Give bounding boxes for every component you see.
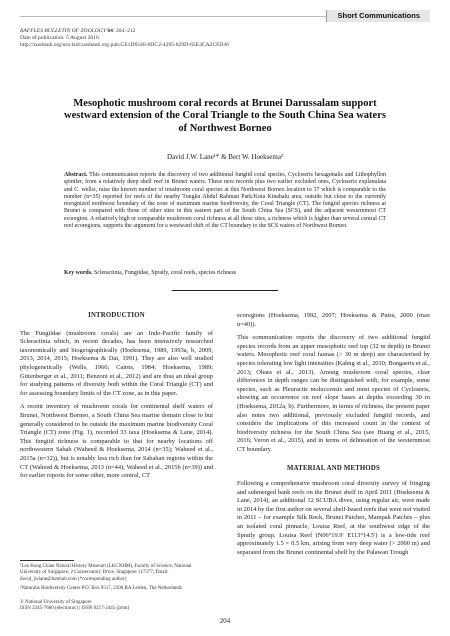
footnote-2: ²Naturalis Biodiversity Center P.O. Box 9517, 2300 RA Leiden, The Netherlands bbox=[20, 586, 182, 592]
abstract-label: Abstract. bbox=[64, 172, 88, 178]
abstract bbox=[64, 172, 386, 230]
methods-heading: MATERIAL AND METHODS bbox=[287, 464, 380, 472]
publication-date: Date of publication: 5 August 2016 bbox=[20, 35, 99, 42]
right-column bbox=[237, 312, 430, 562]
page-number: 204 bbox=[219, 618, 231, 625]
footnote-rule bbox=[20, 560, 74, 561]
left-column bbox=[20, 312, 213, 486]
footnotes bbox=[20, 564, 213, 596]
journal-meta bbox=[20, 28, 229, 50]
copyright-text: © National University of Singapore bbox=[20, 600, 92, 605]
keywords bbox=[64, 270, 386, 277]
introduction-heading: INTRODUCTION bbox=[88, 312, 145, 319]
footnote-1: ¹Lee Kong Chian Natural History Museum (LKCNHM), Faculty of Science, National University of Singapore, 2 Conservatory Drive, Singapore 117377; Email: david_jwlane@hotmail.com (*corresponding author) bbox=[20, 564, 192, 582]
right-paragraph-1: ecoregions (Hoeksema, 1992, 2007; Hoeksema & Putra, 2000 (max n=40)). bbox=[237, 312, 430, 328]
methods-paragraph-1: Following a comprehensive mushroom coral diversity survey of fringing and submerged bank reefs on the Brunei shelf in April 2011 (Hoeksema & Lane, 2014), an additional 12 SCUBA dives, using regular air, were made in 2014 by the first author on several shelf-based reefs that were not visited in 2011 – for example Silk Rock, Brunei Patches, Mampak Patches – plus an isolated coral pinnacle, Louisa Reef, at the southwest edge of the Spratly group. Louisa Reef (N06°19.9' E113°14.5') is a low-tide reef approximately 1.5 × 0.5 km, arising from very deep water (> 2000 m) and separated from the Brunei continental shelf by the Palawan Trough bbox=[237, 480, 430, 556]
right-paragraph-2: This communication reports the discovery of two additional fungiid species records from an upper mesophotic reef top (32 m depth) in Brunei waters. Mesophotic reef coral faunas (> 30 m deep) are characterised by species tolerating low light intensities (Kahng et al., 2010; Bongaerts et al., 2013; Ohara et al., 2013). Among mushroom coral species, clear differences in depth ranges can be distinguished with, for example, some species, such as Pleuractis moluccensis and most species of Cycloseris, showing an occurrence on reef slope bases at depths exceeding 30 m (Hoeksema, 2012a, b). Furthermore, in terms of richness, the present paper also notes two additional, previously excluded fungiid records, and considers the implications of this increased count in the context of biodiversity richness for the South China Sea (see Huang et al., 2015, 2016; Veron et al., 2015), and in terms of delineation of the westernmost CT boundary. bbox=[237, 334, 430, 453]
article-authors: David J.W. Lane¹* & Bert W. Hoeksema² bbox=[166, 153, 284, 161]
keywords-text: Scleractinia, Fungiidae, Spratly, coral reefs, species richness bbox=[92, 270, 237, 276]
journal-pages: : 204–212 bbox=[112, 28, 136, 34]
zoobank-link[interactable]: http://zoobank.org/urn:lsid:zoobank.org:pub:CE1D6540-0DC2-4295-829D-65E3CA2CFD36 bbox=[20, 42, 229, 49]
copyright-block bbox=[20, 600, 213, 613]
keywords-label: Key words. bbox=[64, 270, 93, 276]
intro-paragraph-1: The Fungiidae (mushroom corals) are an Indo-Pacific family of Scleractinia which, in recent decades, has been intensively researched taxonomically and biogeographically (Hoeksema, 1989, 1993a, b, 2009, 2013, 2014, 2015; Hoeksema & Dai, 1991). They are also well studied phylogenetically (Wells, 1966; Cairns, 1984; Hoeksema, 1989; Gittenberger et al., 2011; Benzoni et al., 2012) and are thus an ideal group for studying patterns of diversity both within the Coral Triangle (CT) and for assessing boundary limits of the CT zone, as in this paper. bbox=[20, 329, 213, 397]
abstract-text: This communication reports the discovery of two additional fungiid coral species, Cycloseris hexagonalis and Lithophyllon spinifer, from a relatively deep shelf reef in Brunei waters. These new records plus two earlier excluded ones, Cycloseris explanulata and C. wellsi, raise the known number of mushroom coral species at this Northwest Borneo location to 37 which is comparable to the number (n=35) reported for reefs of the nearby Tungku Abdul Rahman Park/Kota Kinabalu area, outside but close to the currently recognized northwest boundary of the zone of maximum marine biodiversity, the Coral Triangle (CT). The fungiid species richness at Brunei is compared with those of other sites in this eastern part of the South China Sea (SCS), and the adjacent westernmost CT ecoregion. A relatively high or comparable mushroom coral richness at all these sites, a richness which is higher than several central CT reef ecoregions, supports the argument for a westward shift of the CT boundary to the SCS waters of Northwest Borneo. bbox=[64, 172, 386, 230]
journal-name: RAFFLES BULLETIN OF ZOOLOGY bbox=[20, 28, 108, 34]
section-tag: Short Communications bbox=[326, 10, 430, 22]
issn-text: ISSN 2345-7600 (electronic) | ISSN 0217-2445 (print) bbox=[20, 606, 130, 612]
journal-volume: 64 bbox=[107, 28, 113, 34]
header-bar bbox=[20, 10, 430, 22]
intro-paragraph-2: A recent inventory of mushroom corals for continental shelf waters of Brunei, Northwest Borneo, a South China Sea marine domain close to but generally considered to be outside the maximum marine biodiversity Coral Triangle (CT) zone (Fig. 1), recorded 33 taxa (Hoeksema & Lane, 2014). This fungiid richness is comparable to that for nearby locations off northwestern Sabah (Waheed & Hoeksema, 2014 (n=35); Waheed et al., 2015a (n=32)), but is notably less rich than for Sabahan regions within the CT (Waheed & Hoeksema, 2013 (n=44); Waheed et al., 2015b (n=39)) and for earlier reports for some other, more central, CT bbox=[20, 403, 213, 480]
section-divider bbox=[172, 290, 278, 291]
article-title: Mesophotic mushroom coral records at Brunei Darussalam support westward extension of the Coral Triangle to the South China Sea waters of Northwest Borneo bbox=[64, 98, 386, 134]
